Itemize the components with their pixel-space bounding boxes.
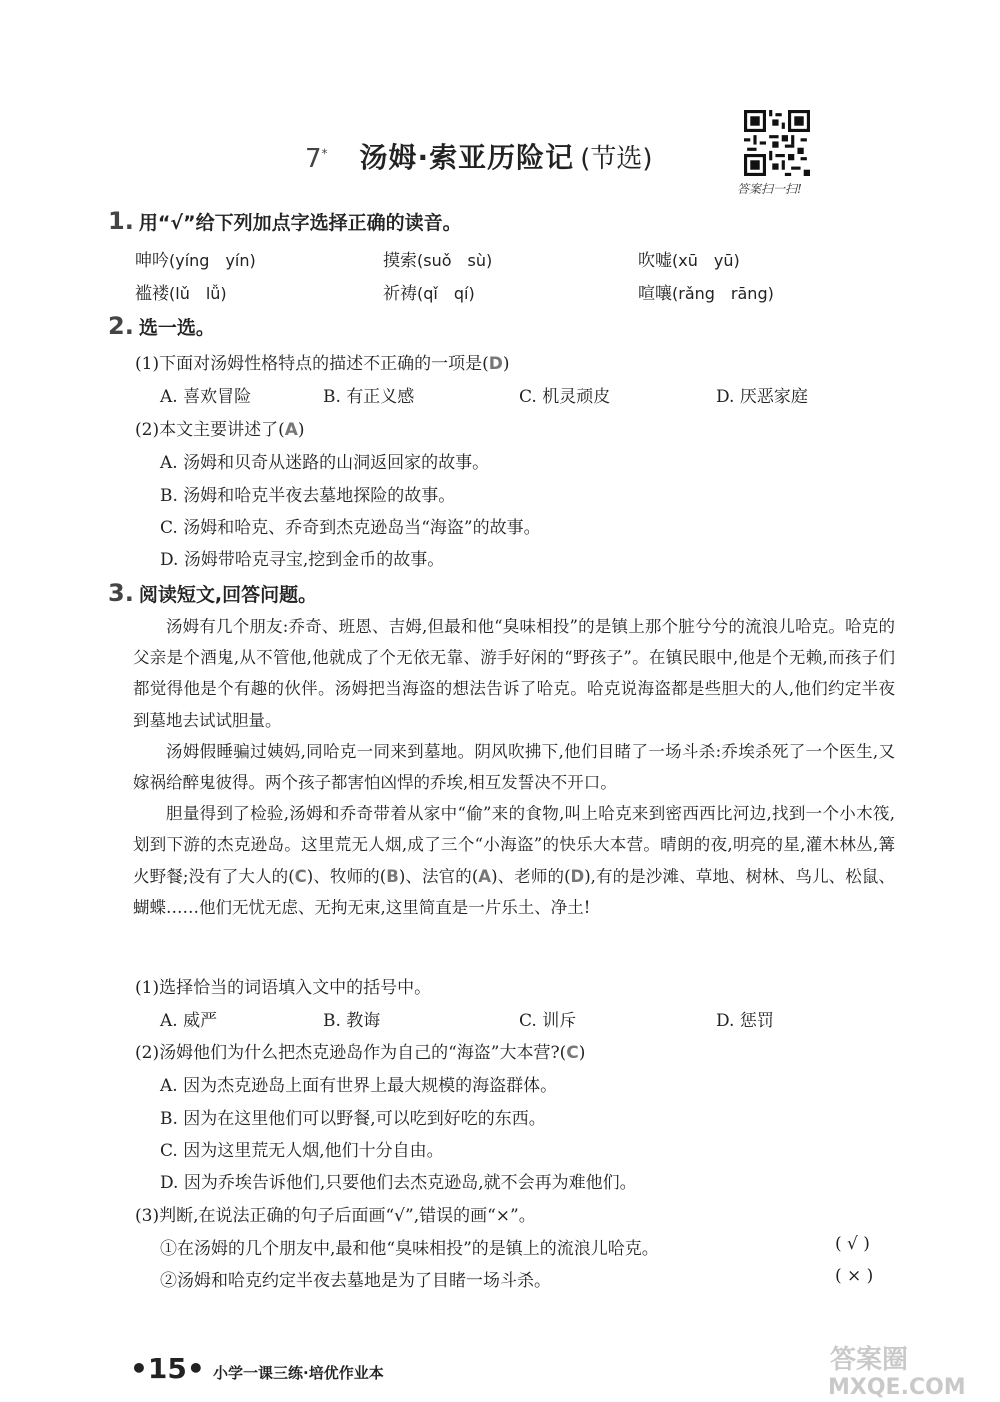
q1-header (108, 207, 462, 235)
passage-paragraph: 汤姆有几个朋友:乔奇、班恩、吉姆,但最和他“臭味相投”的是镇上那个脏兮兮的流浪儿哈克。哈克的父亲是个酒鬼,从不管他,他就成了个无依无靠、游手好闲的“野孩子”。在镇民眼中,他是个无赖,而孩子们都觉得他是个有趣的伙伴。汤姆把当海盗的想法告诉了哈克。哈克说海盗都是些胆大的人,他们约定半夜到墓地去试试胆量。 (133, 617, 895, 730)
option: D. 汤姆带哈克寻宝,挖到金币的故事。 (160, 550, 445, 570)
q2-sub1-stem: (1)下面对汤姆性格特点的描述不正确的一项是(D) (135, 354, 510, 374)
judgement-answer: ( √ ) (835, 1234, 870, 1254)
watermark-text-bottom: MXQE.COM (828, 1375, 966, 1398)
option: B. 有正义感 (323, 387, 415, 407)
q1-item: 吹嘘(xū yū) (638, 251, 740, 271)
lesson-title-main: 汤姆·索亚历险记 (359, 141, 575, 174)
q1-item: 祈祷(qǐ qí) (383, 284, 475, 304)
q2-number: 2. (108, 312, 134, 340)
passage-paragraph: 胆量得到了检验,汤姆和乔奇带着从家中“偷”来的食物,叫上哈克来到密西西比河边,找到一个小木筏,划到下游的杰克逊岛。这里荒无人烟,成了三个“小海盗”的快乐大本营。晴朗的夜,明亮的星,灌木林丛,篝火野餐;没有了大人的(C)、牧师的(B)、法官的(A)、老师的(D),有的是沙滩、草地、树林、鸟儿、松鼠、蝴蝶……他们无忧无虑、无拘无束,这里简直是一片乐土、净土! (133, 804, 896, 917)
option: A. 因为杰克逊岛上面有世界上最大规模的海盗群体。 (160, 1076, 558, 1096)
q1-item: 摸索(suǒ sù) (383, 251, 493, 271)
watermark-logo (820, 1340, 990, 1398)
book-title: 小学一课三练·培优作业本 (213, 1364, 384, 1382)
option: C. 机灵顽皮 (519, 387, 611, 407)
q3-heading: 阅读短文,回答问题。 (138, 584, 318, 606)
option: B. 汤姆和哈克半夜去墓地探险的故事。 (160, 486, 456, 506)
option: C. 汤姆和哈克、乔奇到杰克逊岛当“海盗”的故事。 (160, 518, 541, 538)
answer-mark: B (386, 866, 399, 886)
option: C. 训斥 (519, 1011, 577, 1031)
option: D. 厌恶家庭 (716, 387, 808, 407)
q2-sub2-stem: (2)本文主要讲述了(A) (135, 420, 305, 440)
judgement-answer: ( × ) (835, 1266, 874, 1286)
judgement-statement: ①在汤姆的几个朋友中,最和他“臭味相投”的是镇上的流浪儿哈克。 (160, 1239, 659, 1259)
option: D. 因为乔埃告诉他们,只要他们去杰克逊岛,就不会再为难他们。 (160, 1173, 637, 1193)
option: A. 汤姆和贝奇从迷路的山洞返回家的故事。 (160, 453, 490, 473)
lesson-number: 7* (305, 144, 328, 174)
q3-header (108, 579, 317, 607)
q1-heading: 用“√”给下列加点字选择正确的读音。 (138, 212, 462, 234)
q3-sub3-stem: (3)判断,在说法正确的句子后面画“√”,错误的画“×”。 (135, 1206, 536, 1226)
reading-passage (133, 611, 895, 923)
q3-number: 3. (108, 579, 134, 607)
qr-caption: 答案扫一扫! (737, 182, 802, 196)
q3-sub1-stem: (1)选择恰当的词语填入文中的括号中。 (135, 978, 432, 998)
option: B. 因为在这里他们可以野餐,可以吃到好吃的东西。 (160, 1109, 546, 1129)
answer-mark: C (294, 866, 307, 886)
q1-item: 喧嚷(rǎng rāng) (638, 284, 774, 304)
option: A. 威严 (160, 1011, 218, 1031)
q1-item: 褴褛(lǔ lǚ) (135, 284, 227, 304)
option: D. 惩罚 (716, 1011, 774, 1031)
answer-mark: D (488, 354, 503, 374)
judgement-statement: ②汤姆和哈克约定半夜去墓地是为了目睹一场斗杀。 (160, 1271, 551, 1291)
page-number: •15• (130, 1352, 205, 1385)
answer-mark: D (570, 866, 585, 886)
option: B. 教诲 (323, 1011, 381, 1031)
q2-heading: 选一选。 (138, 317, 215, 339)
qr-code-icon[interactable] (744, 110, 810, 176)
q1-item: 呻吟(yíng yín) (135, 251, 256, 271)
answer-mark: C (566, 1043, 579, 1063)
passage-paragraph: 汤姆假睡骗过姨妈,同哈克一同来到墓地。阴风吹拂下,他们目睹了一场斗杀:乔埃杀死了一个医生,又嫁祸给醉鬼彼得。两个孩子都害怕凶悍的乔埃,相互发誓决不开口。 (133, 741, 895, 793)
q1-number: 1. (108, 207, 134, 235)
lesson-title (305, 136, 652, 176)
option: C. 因为这里荒无人烟,他们十分自由。 (160, 1141, 444, 1161)
answer-mark: A (284, 420, 298, 440)
q2-header (108, 312, 215, 340)
option: A. 喜欢冒险 (160, 387, 252, 407)
lesson-title-suffix: (节选) (580, 144, 653, 174)
answer-mark: A (478, 866, 492, 886)
q3-sub2-stem: (2)汤姆他们为什么把杰克逊岛作为自己的“海盗”大本营?(C) (135, 1043, 586, 1063)
watermark-text-top: 答案圈 (830, 1345, 909, 1375)
